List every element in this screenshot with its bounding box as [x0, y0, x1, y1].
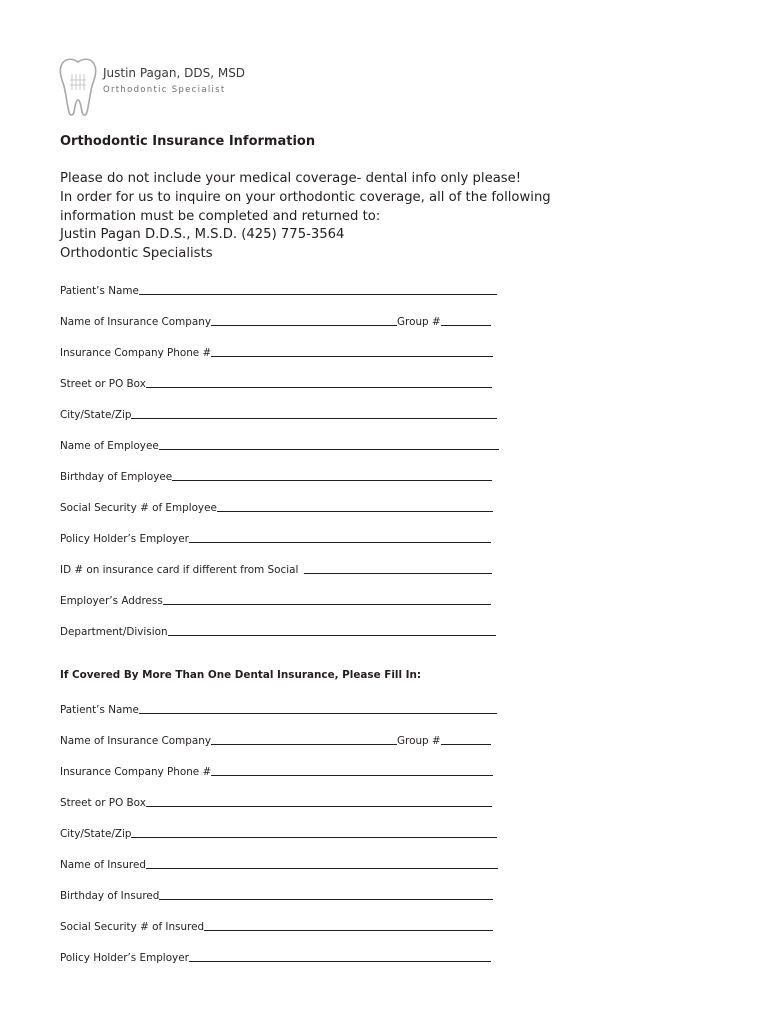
group-input[interactable] — [441, 325, 491, 326]
insurance-company-field — [60, 312, 491, 328]
field-label: Social Security # of Insured — [60, 921, 205, 933]
intro-line: Orthodontic Specialists — [60, 246, 213, 262]
field-label: Birthday of Employee — [60, 471, 173, 483]
insured-ssn-input[interactable] — [204, 930, 493, 931]
street-field — [60, 374, 492, 390]
secondary-patient-name-input[interactable] — [139, 713, 497, 714]
employee-birthday-field — [60, 467, 492, 483]
secondary-street-input[interactable] — [146, 806, 492, 807]
intro-line: Please do not include your medical coverage- dental info only please! — [60, 171, 522, 186]
field-label: Department/Division — [60, 626, 168, 638]
insured-name-input[interactable] — [146, 868, 498, 869]
secondary-city-input[interactable] — [131, 837, 497, 838]
field-label: Social Security # of Employee — [60, 502, 217, 514]
employee-name-field — [60, 436, 499, 452]
field-label: Birthday of Insured — [60, 890, 160, 902]
form-title: Orthodontic Insurance Information — [60, 134, 316, 149]
secondary-policy-employer-field — [60, 948, 491, 964]
insured-ssn-field — [60, 917, 493, 933]
employee-ssn-field — [60, 498, 493, 514]
group-label: Group # — [397, 735, 441, 747]
secondary-insurance-phone-field — [60, 762, 493, 778]
field-label: Insurance Company Phone # — [60, 766, 212, 778]
department-input[interactable] — [168, 635, 496, 636]
practice-name: Justin Pagan, DDS, MSD — [103, 66, 246, 80]
field-label: Patient’s Name — [60, 285, 139, 297]
insurance-phone-field — [60, 343, 493, 359]
patient-name-field — [60, 281, 497, 297]
employee-name-input[interactable] — [159, 449, 499, 450]
group-label: Group # — [397, 316, 441, 328]
field-label: Name of Employee — [60, 440, 159, 452]
secondary-insurance-phone-input[interactable] — [211, 775, 493, 776]
field-label: Insurance Company Phone # — [60, 347, 212, 359]
employer-address-field — [60, 591, 491, 607]
field-label: Name of Insured — [60, 859, 146, 871]
insurance-company-input[interactable] — [211, 325, 397, 326]
field-label: Employer’s Address — [60, 595, 163, 607]
field-label: Name of Insurance Company — [60, 735, 211, 747]
city-field — [60, 405, 497, 421]
secondary-patient-name-field — [60, 700, 497, 716]
insured-name-field — [60, 855, 498, 871]
id-number-input[interactable] — [304, 573, 492, 574]
insurance-phone-input[interactable] — [211, 356, 493, 357]
tooth-icon — [56, 56, 100, 118]
intro-line: Justin Pagan D.D.S., M.S.D. (425) 775-3564 — [60, 227, 345, 243]
field-label: Policy Holder’s Employer — [60, 952, 189, 964]
insured-birthday-field — [60, 886, 493, 902]
intro-line: information must be completed and returned to: — [60, 208, 381, 224]
employee-birthday-input[interactable] — [172, 480, 492, 481]
intro-text — [60, 170, 551, 264]
patient-name-input[interactable] — [139, 294, 497, 295]
secondary-insurance-heading: If Covered By More Than One Dental Insurance, Please Fill In: — [60, 669, 422, 681]
policy-employer-field — [60, 529, 491, 545]
id-number-field — [60, 560, 492, 576]
employer-address-input[interactable] — [163, 604, 491, 605]
street-input[interactable] — [146, 387, 492, 388]
secondary-policy-employer-input[interactable] — [189, 961, 491, 962]
employee-ssn-input[interactable] — [217, 511, 493, 512]
secondary-city-field — [60, 824, 497, 840]
insured-birthday-input[interactable] — [159, 899, 493, 900]
secondary-insurance-company-field — [60, 731, 491, 747]
city-input[interactable] — [131, 418, 497, 419]
field-label: City/State/Zip — [60, 409, 132, 421]
secondary-insurance-company-input[interactable] — [211, 744, 397, 745]
policy-employer-input[interactable] — [189, 542, 491, 543]
practice-logo — [56, 56, 256, 116]
field-label: ID # on insurance card if different from Social — [60, 564, 299, 576]
field-label: Street or PO Box — [60, 378, 146, 390]
intro-line: In order for us to inquire on your orthodontic coverage, all of the following — [60, 189, 551, 205]
field-label: Policy Holder’s Employer — [60, 533, 189, 545]
field-label: Name of Insurance Company — [60, 316, 211, 328]
field-label: Patient’s Name — [60, 704, 139, 716]
field-label: City/State/Zip — [60, 828, 132, 840]
secondary-group-input[interactable] — [441, 744, 491, 745]
department-field — [60, 622, 496, 638]
field-label: Street or PO Box — [60, 797, 146, 809]
practice-specialty: Orthodontic Specialist — [103, 85, 226, 95]
secondary-street-field — [60, 793, 492, 809]
